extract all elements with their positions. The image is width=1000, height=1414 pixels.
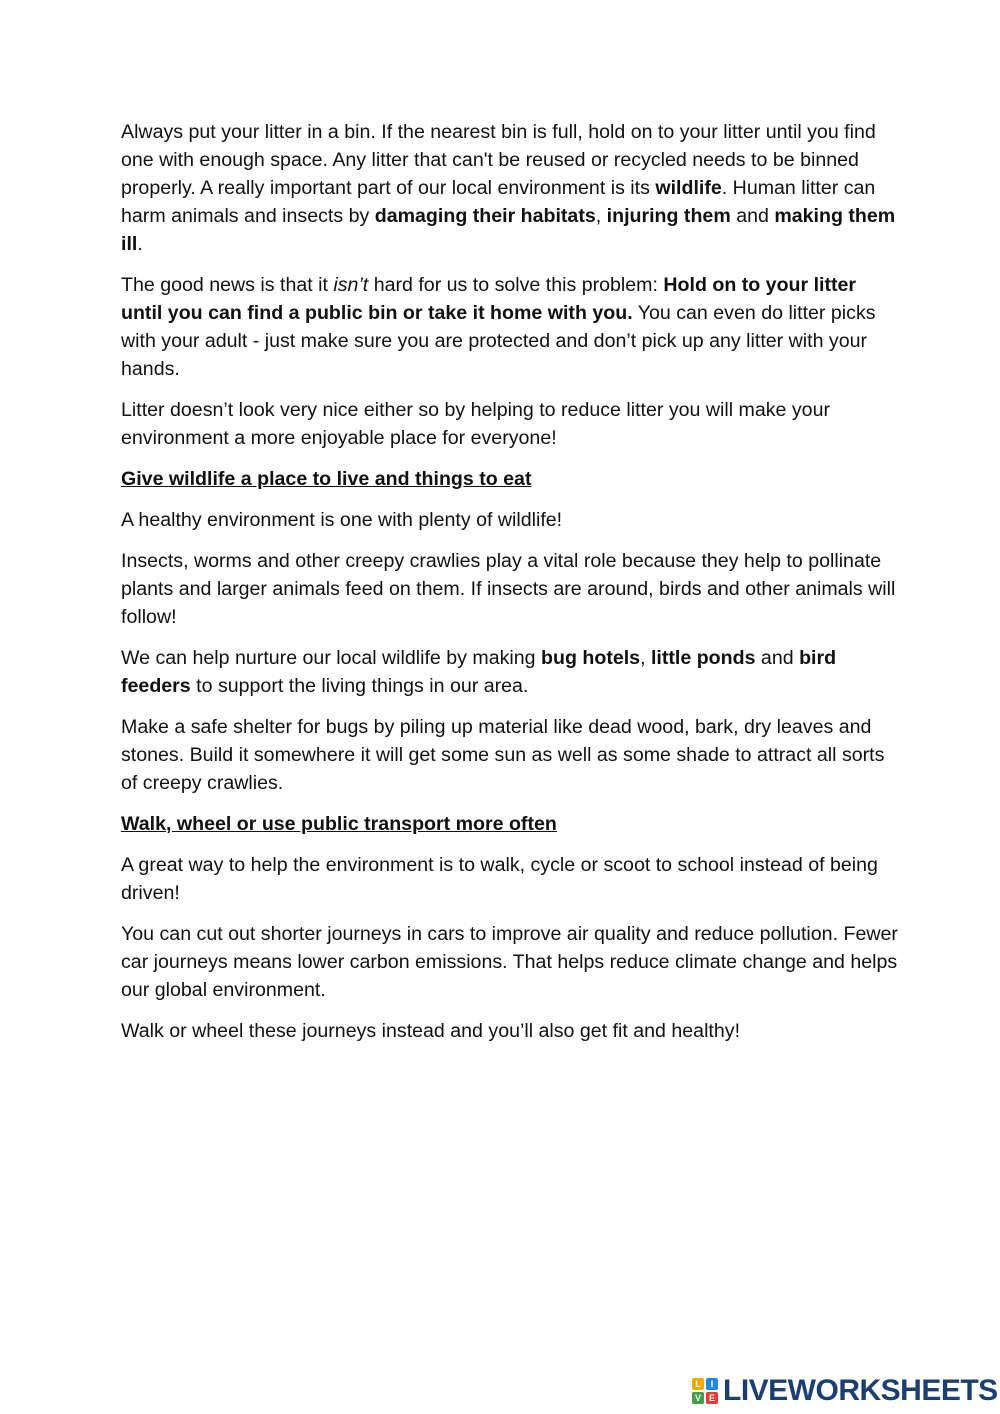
text-run: . bbox=[137, 233, 143, 255]
bold-text: bug hotels bbox=[541, 647, 641, 669]
italic-text: isn’t bbox=[333, 274, 369, 296]
logo-mark-tile: V bbox=[692, 1392, 704, 1404]
document-body bbox=[121, 118, 901, 1058]
paragraph bbox=[121, 271, 901, 383]
text-run: and bbox=[730, 205, 775, 227]
paragraph bbox=[121, 396, 901, 452]
logo-mark-icon bbox=[692, 1378, 718, 1404]
logo-mark-tile: E bbox=[706, 1392, 718, 1404]
paragraph bbox=[121, 851, 901, 907]
paragraph bbox=[121, 118, 901, 258]
text-run: Give wildlife a place to live and things to eat bbox=[121, 468, 532, 490]
paragraph bbox=[121, 547, 901, 631]
bold-text: bird feeders bbox=[121, 647, 837, 697]
section-heading bbox=[121, 465, 901, 493]
text-run: We can help nurture our local wildlife by making bbox=[121, 647, 542, 669]
bold-text: Hold on to your litter until you can find a public bin or take it home with you. bbox=[121, 274, 857, 324]
text-run: , bbox=[640, 647, 651, 669]
bold-text: injuring them bbox=[606, 205, 731, 227]
text-run: hard for us to solve this problem: bbox=[368, 274, 664, 296]
text-run: You can cut out shorter journeys in cars to improve air quality and reduce pollution. Fewer car journeys means lower carbon emissions. That helps reduce climate change and helps our global environment. bbox=[121, 923, 898, 1001]
logo-text: LIVEWORKSHEETS bbox=[723, 1374, 998, 1407]
paragraph bbox=[121, 713, 901, 797]
text-run: You can even do litter picks with your adult - just make sure you are protected and don’t pick up any litter with your hands. bbox=[121, 302, 876, 380]
bold-text: damaging their habitats bbox=[374, 205, 596, 227]
text-run: A great way to help the environment is to walk, cycle or scoot to school instead of being driven! bbox=[121, 854, 878, 904]
logo-mark-tile: I bbox=[706, 1378, 718, 1390]
paragraph bbox=[121, 506, 901, 534]
paragraph bbox=[121, 644, 901, 700]
text-run: . Human litter can harm animals and insects by bbox=[121, 177, 876, 227]
bold-text: making them ill bbox=[121, 205, 896, 255]
text-run: Insects, worms and other creepy crawlies play a vital role because they help to pollinate plants and larger animals feed on them. If insects are around, birds and other animals will follow! bbox=[121, 550, 896, 628]
bold-text: wildlife bbox=[655, 177, 722, 199]
text-run: to support the living things in our area. bbox=[190, 675, 529, 697]
bold-text: little ponds bbox=[650, 647, 756, 669]
text-run: A healthy environment is one with plenty of wildlife! bbox=[121, 509, 563, 531]
text-run: Always put your litter in a bin. If the nearest bin is full, hold on to your litter until you find one with enough space. Any litter that can't be reused or recycled needs to be binned properly. A really important part of our local environment is its bbox=[121, 121, 876, 199]
text-run: Walk or wheel these journeys instead and you’ll also get fit and healthy! bbox=[121, 1020, 741, 1042]
text-run: , bbox=[595, 205, 607, 227]
liveworksheets-logo[interactable] bbox=[692, 1374, 998, 1408]
paragraph bbox=[121, 920, 901, 1004]
text-run: The good news is that it bbox=[121, 274, 334, 296]
text-run: and bbox=[755, 647, 800, 669]
logo-mark-tile: L bbox=[692, 1378, 704, 1390]
paragraph bbox=[121, 1017, 901, 1045]
text-run: Walk, wheel or use public transport more often bbox=[121, 813, 557, 835]
text-run: Make a safe shelter for bugs by piling up material like dead wood, bark, dry leaves and stones. Build it somewhere it will get some sun as well as some shade to attract all sorts of creepy crawlies. bbox=[121, 716, 885, 794]
text-run: Litter doesn’t look very nice either so by helping to reduce litter you will make your environment a more enjoyable place for everyone! bbox=[121, 399, 830, 449]
section-heading bbox=[121, 810, 901, 838]
